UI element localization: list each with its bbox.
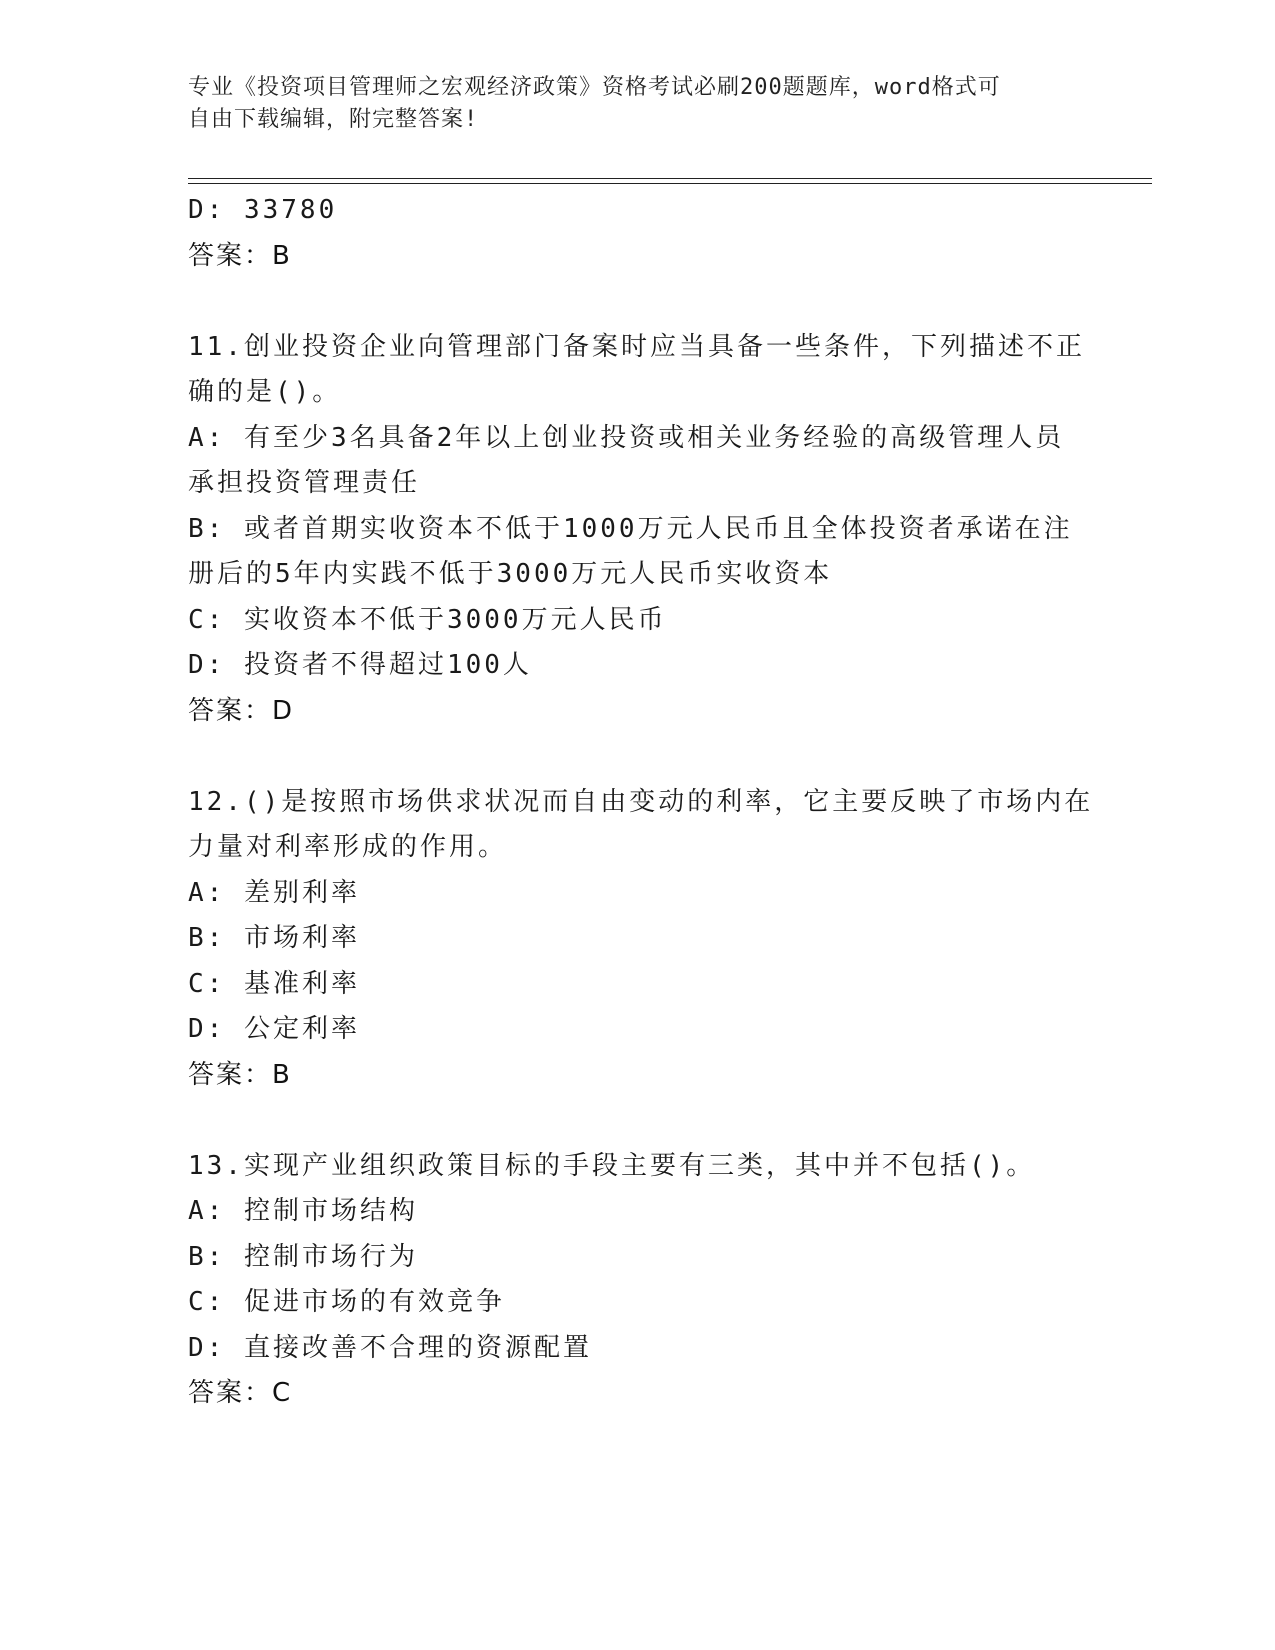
question-stem: 11.创业投资企业向管理部门备案时应当具备一些条件，下列描述不正: [188, 331, 1085, 362]
option-b: B: 或者首期实收资本不低于1000万元人民币且全体投资者承诺在注: [188, 513, 1073, 544]
option-a: A: 控制市场结构: [188, 1196, 418, 1226]
option-b: B: 控制市场行为: [188, 1241, 418, 1272]
option-c: C: 实收资本不低于3000万元人民币: [188, 604, 667, 635]
option-c: C: 基准利率: [188, 968, 360, 999]
question-stem-cont: 力量对利率形成的作用。: [188, 832, 508, 862]
option-b: B: 市场利率: [188, 923, 360, 953]
question-11: [188, 325, 1088, 735]
option-a-cont: 承担投资管理责任: [188, 468, 421, 498]
question-stem: 12.()是按照市场供求状况而自由变动的利率，它主要反映了市场内在: [188, 786, 1094, 817]
option-a: A: 有至少3名具备2年以上创业投资或相关业务经验的高级管理人员: [188, 422, 1065, 453]
header-line-1: 专业《投资项目管理师之宏观经济政策》资格考试必刷200题题库，word格式可: [188, 75, 1001, 100]
option-d: D: 33780: [188, 195, 338, 225]
option-d: D: 公定利率: [188, 1014, 360, 1044]
option-d: D: 投资者不得超过100人: [188, 650, 532, 680]
option-d: D: 直接改善不合理的资源配置: [188, 1332, 592, 1363]
question-13: [188, 1144, 1088, 1417]
header-line-2: 自由下载编辑，附完整答案!: [188, 107, 479, 132]
question-list: [188, 188, 1094, 1417]
question-stem: 13.实现产业组织政策目标的手段主要有三类，其中并不包括()。: [188, 1150, 1036, 1181]
option-b-cont: 册后的5年内实践不低于3000万元人民币实收资本: [188, 559, 833, 589]
answer-line: 答案：D: [188, 695, 295, 726]
spacer: [188, 279, 1088, 325]
option-a: A: 差别利率: [188, 877, 360, 908]
spacer: [188, 1098, 1088, 1144]
question-stem-cont: 确的是()。: [188, 377, 342, 407]
previous-question-tail: [188, 188, 1088, 279]
header-rule-top: [188, 178, 1152, 179]
page-header: [188, 72, 1068, 136]
option-c: C: 促进市场的有效竞争: [188, 1287, 505, 1317]
answer-line: 答案：B: [188, 1059, 292, 1090]
answer-line: 答案：B: [188, 240, 292, 271]
answer-line: 答案：C: [188, 1378, 293, 1408]
header-rule-bottom: [188, 183, 1152, 184]
spacer: [188, 734, 1088, 780]
question-12: [188, 780, 1094, 1099]
